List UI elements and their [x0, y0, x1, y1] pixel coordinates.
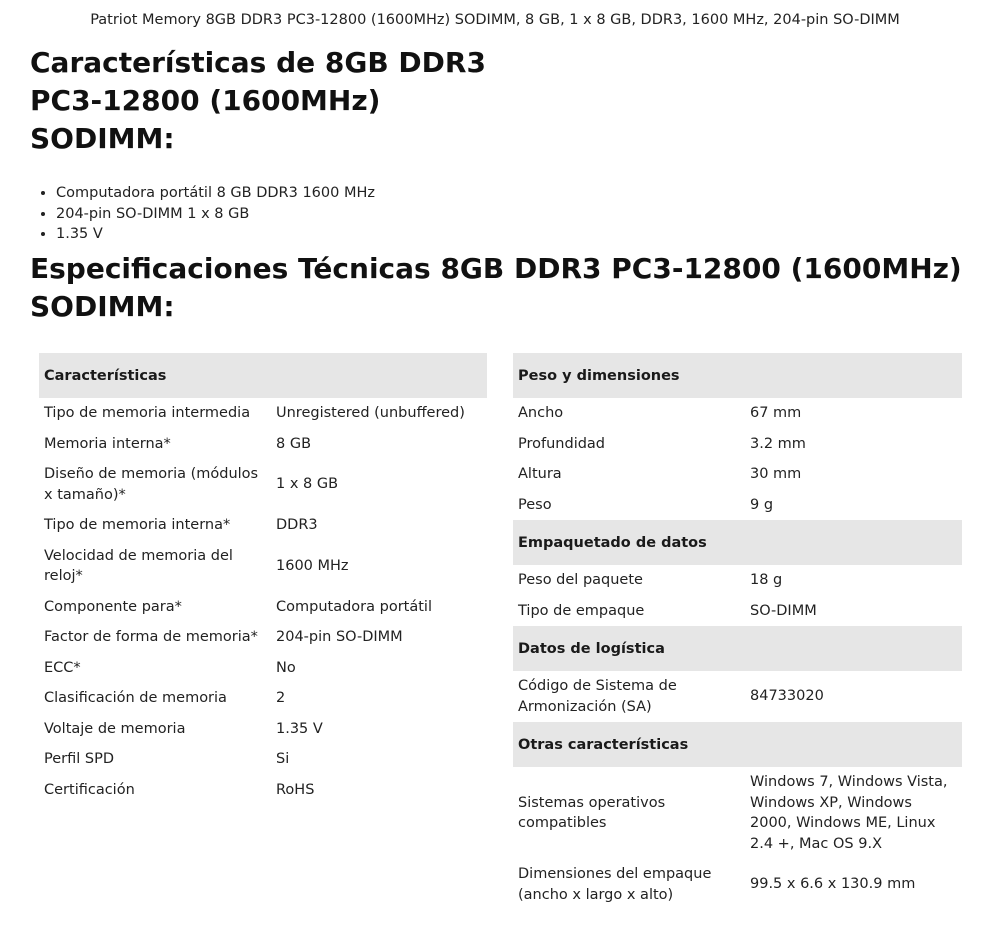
- spec-value: Si: [276, 751, 290, 767]
- table-row: [513, 459, 962, 490]
- features-list: [30, 183, 375, 245]
- table-row: [513, 565, 962, 596]
- spec-label: Profundidad: [518, 435, 606, 452]
- spec-label: Factor de forma de memoria*: [44, 629, 258, 645]
- spec-value: 9 g: [750, 496, 774, 513]
- table-row: [39, 714, 487, 745]
- spec-value: 8 GB: [276, 435, 312, 452]
- spec-label: Tipo de empaque: [518, 602, 645, 619]
- section-header: Características: [39, 353, 487, 398]
- table-row: [513, 767, 962, 859]
- spec-value: SO-DIMM: [750, 602, 817, 619]
- table-header-row: [513, 353, 962, 398]
- spec-value: 204-pin SO-DIMM: [276, 629, 403, 645]
- table-row: [39, 459, 487, 510]
- table-row: [39, 744, 487, 775]
- spec-label: Memoria interna*: [44, 435, 171, 452]
- table-body: [513, 353, 962, 910]
- table-row: [513, 596, 962, 627]
- specs-heading: Especificaciones Técnicas 8GB DDR3 PC3-12800 (1600MHz) SODIMM:: [30, 252, 962, 323]
- spec-value: 67 mm: [750, 405, 802, 421]
- spec-label: Perfil SPD: [44, 751, 114, 767]
- spec-label: Diseño de memoria (módulos x tamaño)*: [44, 466, 259, 503]
- table-header-row: [513, 626, 962, 671]
- spec-label: Tipo de memoria interna*: [44, 517, 231, 533]
- spec-label: Altura: [518, 466, 562, 482]
- list-item: • 1.35 V: [56, 224, 375, 245]
- table-row: [39, 510, 487, 541]
- spec-value: 30 mm: [750, 466, 802, 482]
- spec-value: 84733020: [750, 688, 824, 705]
- table-row: [39, 653, 487, 684]
- table-header-row: [39, 353, 487, 398]
- spec-label: Peso: [518, 496, 552, 513]
- table-row: [39, 592, 487, 623]
- spec-value: 1 x 8 GB: [276, 476, 339, 493]
- section-header: Empaquetado de datos: [513, 520, 962, 565]
- section-header: Datos de logística: [513, 626, 962, 671]
- spec-value: Windows 7, Windows Vista, Windows XP, Windows 2000, Windows ME, Linux 2.4 +, Mac OS 9.X: [750, 774, 948, 852]
- spec-label: Ancho: [518, 405, 564, 421]
- product-caption: Patriot Memory 8GB DDR3 PC3-12800 (1600MHz) SODIMM, 8 GB, 1 x 8 GB, DDR3, 1600 MHz, 204-pin SO-DIMM: [90, 12, 900, 28]
- spec-value: 3.2 mm: [750, 435, 806, 452]
- list-item: • 204-pin SO-DIMM 1 x 8 GB: [56, 204, 375, 225]
- spec-value: Computadora portátil: [276, 598, 432, 615]
- spec-label: Certificación: [44, 781, 135, 798]
- spec-label: Código de Sistema de Armonización (SA): [518, 678, 677, 715]
- table-row: [39, 429, 487, 460]
- features-heading: Características de 8GB DDR3 PC3-12800 (1600MHz) SODIMM:: [30, 46, 486, 155]
- spec-label: Clasificación de memoria: [44, 690, 227, 706]
- table-row: [513, 490, 962, 521]
- table-row: [39, 683, 487, 714]
- table-row: [513, 429, 962, 460]
- spec-label: Dimensiones del empaque (ancho x largo x alto): [518, 866, 712, 903]
- table-row: [513, 671, 962, 722]
- spec-label: Velocidad de memoria del reloj*: [44, 547, 233, 584]
- spec-value: RoHS: [276, 781, 315, 798]
- characteristics-table: [39, 353, 487, 805]
- spec-value: No: [276, 659, 296, 676]
- table-row: [39, 541, 487, 592]
- table-header-row: [513, 722, 962, 767]
- spec-value: 99.5 x 6.6 x 130.9 mm: [750, 876, 916, 893]
- section-header: Otras características: [513, 722, 962, 767]
- list-item: • Computadora portátil 8 GB DDR3 1600 MHz: [56, 183, 375, 204]
- table-header-row: [513, 520, 962, 565]
- spec-value: DDR3: [276, 517, 318, 533]
- spec-value: 18 g: [750, 572, 783, 588]
- spec-label: Componente para*: [44, 598, 182, 615]
- spec-label: Voltaje de memoria: [44, 720, 186, 737]
- table-row: [513, 398, 962, 429]
- dimensions-logistics-table: [513, 353, 962, 910]
- spec-label: ECC*: [44, 659, 81, 676]
- table-row: [39, 775, 487, 806]
- section-header: Peso y dimensiones: [513, 353, 962, 398]
- table-row: [39, 622, 487, 653]
- table-row: [513, 859, 962, 910]
- spec-value: 1.35 V: [276, 720, 323, 737]
- spec-label: Tipo de memoria intermedia: [44, 405, 251, 421]
- spec-value: Unregistered (unbuffered): [276, 405, 465, 421]
- spec-value: 1600 MHz: [276, 557, 349, 574]
- spec-label: Sistemas operativos compatibles: [518, 794, 666, 831]
- table-row: [39, 398, 487, 429]
- spec-label: Peso del paquete: [518, 572, 643, 588]
- spec-value: 2: [276, 690, 286, 706]
- table-body: [39, 398, 487, 805]
